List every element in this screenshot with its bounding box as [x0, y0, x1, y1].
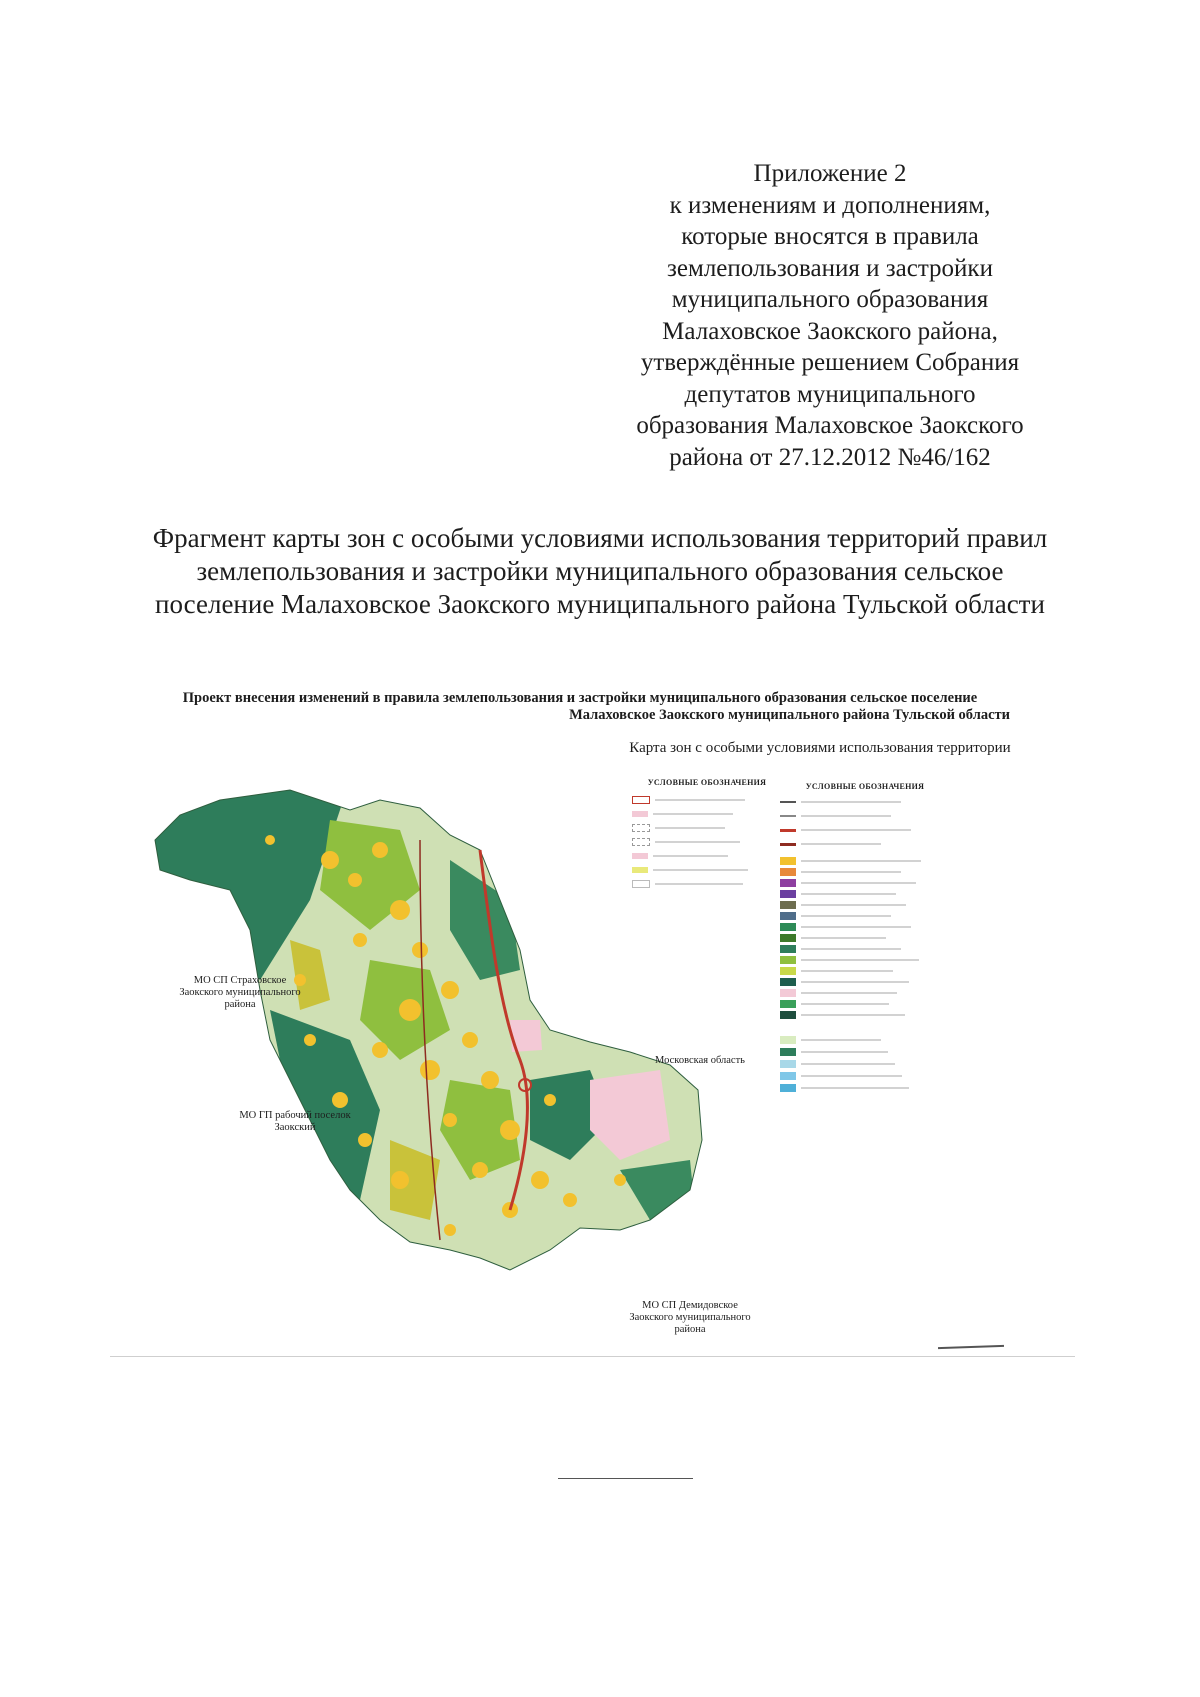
- label-demidovskoe: [620, 1300, 760, 1336]
- legend-swatch: [632, 880, 650, 888]
- legend-swatch: [780, 857, 796, 865]
- legend-swatch: [780, 1072, 796, 1080]
- appendix-line: муниципального образования: [671, 286, 989, 313]
- legend-swatch: [780, 843, 796, 846]
- legend-swatch: [780, 989, 796, 997]
- legend-swatch: [780, 1048, 796, 1056]
- label-line: МО СП Страховское: [193, 975, 287, 986]
- legend-swatch: [780, 1084, 796, 1092]
- legend-row: [780, 809, 950, 823]
- legend-row: [780, 954, 950, 965]
- legend-right: [780, 782, 950, 1102]
- legend-row: [780, 877, 950, 888]
- legend-row: [780, 1082, 950, 1094]
- legend-swatch-list: [780, 855, 950, 1094]
- label-moscow: Московская область: [655, 1055, 745, 1066]
- legend-row: [780, 888, 950, 899]
- legend-swatch: [780, 1000, 796, 1008]
- legend-row: [780, 1046, 950, 1058]
- label-line: Заокского муниципального: [179, 987, 301, 998]
- legend-swatch: [632, 867, 648, 873]
- legend-swatch: [780, 829, 796, 832]
- legend-row: [780, 837, 950, 851]
- appendix-line: депутатов муниципального: [684, 380, 976, 408]
- appendix-block: [560, 158, 1100, 473]
- legend-row: [632, 835, 782, 849]
- legend-row: [632, 849, 782, 863]
- legend-row: [780, 866, 950, 877]
- map-bottom-border: [110, 1356, 1075, 1357]
- map-subtitle: Карта зон с особыми условиями использования территории: [629, 740, 1011, 756]
- legend-row: [780, 795, 950, 809]
- legend-swatch: [632, 811, 648, 817]
- legend-row: [780, 998, 950, 1009]
- appendix-line: района от 27.12.2012 №46/162: [669, 443, 991, 471]
- label-line: Заокского муниципального: [629, 1312, 751, 1323]
- signature-mark: [938, 1345, 1004, 1349]
- label-zaoksky: [225, 1110, 365, 1134]
- label-line: района: [224, 999, 256, 1010]
- legend-swatch: [780, 901, 796, 909]
- legend-swatch: [632, 838, 650, 846]
- legend-row: [780, 943, 950, 954]
- appendix-line: к изменениям и дополнениям,: [669, 191, 991, 219]
- legend-row: [632, 807, 782, 821]
- legend-swatch: [780, 890, 796, 898]
- heading-line: землепользования и застройки муниципального образования сельское: [196, 556, 1004, 586]
- legend-row: [780, 1070, 950, 1082]
- heading-line: Фрагмент карты зон с особыми условиями использования территорий правил: [152, 523, 1048, 553]
- legend-swatch: [780, 934, 796, 942]
- legend-left: [632, 778, 782, 908]
- legend-swatch: [780, 967, 796, 975]
- appendix-line: Приложение 2: [753, 160, 907, 187]
- legend-row: [632, 863, 782, 877]
- legend-row: [780, 965, 950, 976]
- legend-row: [780, 932, 950, 943]
- map-project-title: [130, 690, 1030, 724]
- legend-row: [780, 1058, 950, 1070]
- legend-swatch: [632, 824, 650, 832]
- legend-swatch: [780, 923, 796, 931]
- legend-row: [780, 899, 950, 910]
- legend-swatch: [780, 912, 796, 920]
- legend-swatch: [780, 879, 796, 887]
- document-heading: [80, 522, 1120, 621]
- appendix-line: которые вносятся в правила: [681, 223, 979, 250]
- zone-map: [150, 780, 710, 1340]
- legend-row: [780, 1009, 950, 1020]
- legend-swatch: [780, 868, 796, 876]
- legend-swatch: [632, 853, 648, 859]
- legend-swatch: [780, 1011, 796, 1019]
- appendix-line: землепользования и застройки: [667, 254, 993, 282]
- label-line: района: [674, 1324, 706, 1335]
- legend-row: [632, 793, 782, 807]
- label-line: МО ГП рабочий поселок: [239, 1110, 351, 1121]
- heading-line: поселение Малаховское Заокского муниципального района Тульской области: [155, 589, 1045, 619]
- legend-row: [780, 987, 950, 998]
- legend-row: [780, 823, 950, 837]
- appendix-line: образования Малаховское Заокского: [636, 412, 1024, 439]
- label-strakhovskoe: [170, 975, 310, 1011]
- legend-title: УСЛОВНЫЕ ОБОЗНАЧЕНИЯ: [647, 778, 767, 787]
- map-project-title-line: Проект внесения изменений в правила землепользования и застройки муниципального образования сельское поселение: [182, 690, 978, 706]
- legend-row: [780, 921, 950, 932]
- legend-swatch: [632, 796, 650, 804]
- legend-swatch: [780, 945, 796, 953]
- legend-swatch: [780, 956, 796, 964]
- legend-swatch: [780, 978, 796, 986]
- label-line: Заокский: [274, 1122, 316, 1133]
- signature-line: [558, 1478, 693, 1479]
- legend-swatch: [780, 815, 796, 817]
- legend-row: [632, 877, 782, 891]
- map-project-title-line: Малаховское Заокского муниципального района Тульской области: [569, 707, 1010, 723]
- appendix-line: Малаховское Заокского района,: [662, 317, 998, 345]
- legend-row: [780, 976, 950, 987]
- legend-swatch: [780, 801, 796, 803]
- legend-row: [780, 910, 950, 921]
- legend-row: [632, 821, 782, 835]
- legend-swatch: [780, 1060, 796, 1068]
- legend-swatch: [780, 1036, 796, 1044]
- legend-title: УСЛОВНЫЕ ОБОЗНАЧЕНИЯ: [805, 782, 925, 791]
- appendix-line: утверждённые решением Собрания: [640, 349, 1020, 376]
- label-line: МО СП Демидовское: [642, 1300, 738, 1311]
- legend-row: [780, 855, 950, 866]
- legend-row: [780, 1034, 950, 1046]
